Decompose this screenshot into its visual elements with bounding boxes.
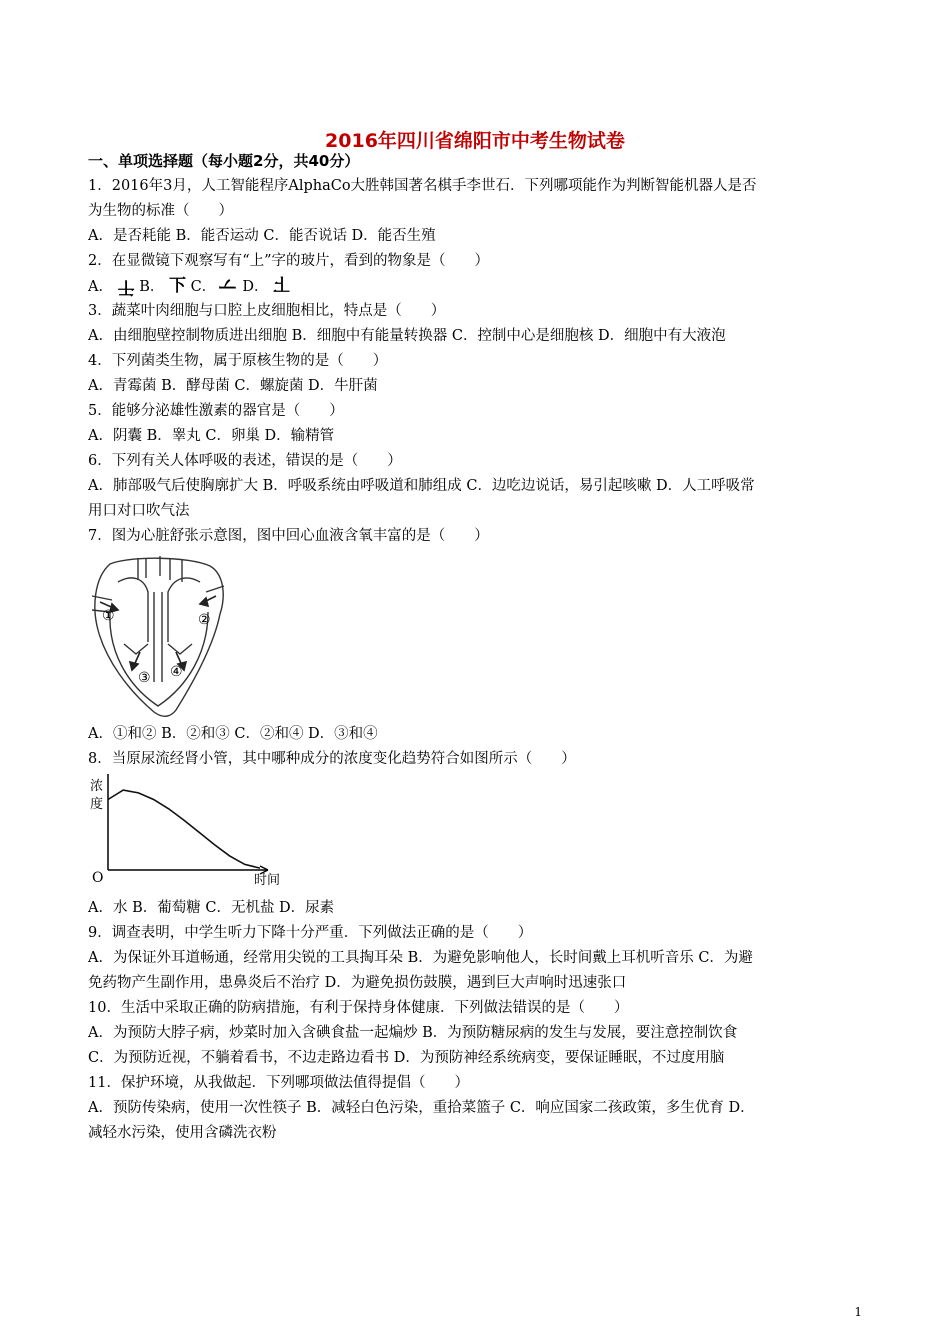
q9-line1: A．为保证外耳道畅通，经常用尖锐的工具掏耳朵 B．为避免影响他人，长时间戴上耳机听音乐 C．为避	[88, 950, 753, 966]
right-atrium-wall	[168, 578, 200, 642]
q2-label-d: D．	[242, 279, 269, 295]
left-atrium-wall	[118, 578, 148, 642]
q2-glyph-a: 干	[117, 277, 135, 297]
left-valve	[124, 644, 148, 654]
right-valve	[168, 644, 192, 654]
q10-line1: A．为预防大脖子病，炒菜时加入含碘食盐一起煸炒 B．为预防糖尿病的发生与发展，要注意控制饮食	[88, 1025, 738, 1041]
q2-options	[88, 274, 863, 300]
right-vein	[206, 586, 224, 592]
q8-stem: 8．当原尿流经肾小管，其中哪种成分的浓度变化趋势符合如图所示（ ）	[88, 751, 576, 767]
chart-ylabel-2: 度	[90, 797, 104, 812]
q5-stem: 5．能够分泌雄性激素的器官是（ ）	[88, 403, 344, 419]
q6-stem: 6．下列有关人体呼吸的表述，错误的是（ ）	[88, 453, 402, 469]
heart-marker-3: ③	[138, 670, 151, 686]
page-number: 1	[854, 1305, 862, 1319]
q4-stem: 4．下列菌类生物，属于原核生物的是（ ）	[88, 353, 388, 369]
ventricle-wall	[110, 612, 208, 706]
q10-stem: 10．生活中采取正确的防病措施，有利于保持身体健康．下列做法错误的是（ ）	[88, 1000, 629, 1016]
heart-marker-4: ④	[170, 664, 183, 680]
q2-label-c: C．	[190, 279, 217, 295]
q3-options: A．由细胞壁控制物质进出细胞 B．细胞中有能量转换器 C．控制中心是细胞核 D．细胞中有大液泡	[88, 328, 726, 344]
heart-marker-2: ②	[198, 612, 211, 628]
q2-label-a: A．	[88, 279, 113, 295]
q2-label-b: B．	[139, 279, 165, 295]
section-heading: 一、单项选择题（每小题2分，共40分）	[88, 152, 360, 170]
arrow-3-head	[130, 662, 138, 670]
q3-stem: 3．蔬菜叶肉细胞与口腔上皮细胞相比，特点是（ ）	[88, 303, 446, 319]
concentration-chart	[88, 770, 288, 890]
q2-glyph-b: 下	[168, 276, 186, 296]
q7-stem: 7．图为心脏舒张示意图，图中回心血液含氧丰富的是（ ）	[88, 528, 489, 544]
q5-options: A．阴囊 B．睾丸 C．卵巢 D．输精管	[88, 428, 335, 444]
heart-diagram	[88, 552, 228, 720]
q1-options: A．是否耗能 B．能否运动 C．能否说话 D．能否生殖	[88, 228, 436, 244]
chart-ylabel-1: 浓	[90, 779, 104, 794]
q4-options: A．青霉菌 B．酵母菌 C．螺旋菌 D．牛肝菌	[88, 378, 378, 394]
q1-line2: 为生物的标准（ ）	[88, 203, 233, 219]
q11-line1: A．预防传染病，使用一次性筷子 B．减轻白色污染，重拾菜篮子 C．响应国家二孩政策，多生优育 D．	[88, 1100, 755, 1116]
chart-xlabel: 时间	[254, 873, 281, 888]
page-title: 2016年四川省绵阳市中考生物试卷	[325, 130, 625, 152]
chart-origin: O	[92, 870, 104, 886]
arrow-2-head	[200, 598, 208, 606]
q2-stem: 2．在显微镜下观察写有“上”字的玻片，看到的物象是（ ）	[88, 253, 490, 269]
q2-glyph-c: 卜	[218, 278, 239, 295]
q7-options: A．①和② B．②和③ C．②和④ D．③和④	[88, 726, 378, 742]
q6-line2: 用口对口吹气法	[88, 503, 190, 519]
q9-stem: 9．调查表明，中学生听力下降十分严重．下列做法正确的是（ ）	[88, 925, 533, 941]
q11-stem: 11．保护环境，从我做起．下列哪项做法值得提倡（ ）	[88, 1075, 469, 1091]
q6-line1: A．肺部吸气后使胸廓扩大 B．呼吸系统由呼吸道和肺组成 C．边吃边说话，易引起咳嗽 D．人工呼吸常	[88, 478, 755, 494]
q9-line2: 免药物产生副作用，患鼻炎后不治疗 D．为避免损伤鼓膜，遇到巨大声响时迅速张口	[88, 975, 627, 991]
q1-line1: 1．2016年3月，人工智能程序AlphaCo大胜韩国著名棋手李世石．下列哪项能作为判断智能机器人是否	[88, 178, 757, 194]
heart-marker-1: ①	[102, 608, 115, 624]
heart-septum	[154, 592, 162, 682]
heart-outline	[95, 558, 223, 716]
q10-line2: C．为预防近视，不躺着看书，不边走路边看书 D．为预防神经系统病变，要保证睡眠，不过度用脑	[88, 1050, 725, 1066]
q2-glyph-d: 上	[273, 276, 291, 296]
q11-line2: 减轻水污染，使用含磷洗衣粉	[88, 1125, 277, 1141]
top-vessels	[138, 556, 182, 582]
series-line	[108, 790, 260, 868]
q8-options: A．水 B．葡萄糖 C．无机盐 D．尿素	[88, 900, 335, 916]
